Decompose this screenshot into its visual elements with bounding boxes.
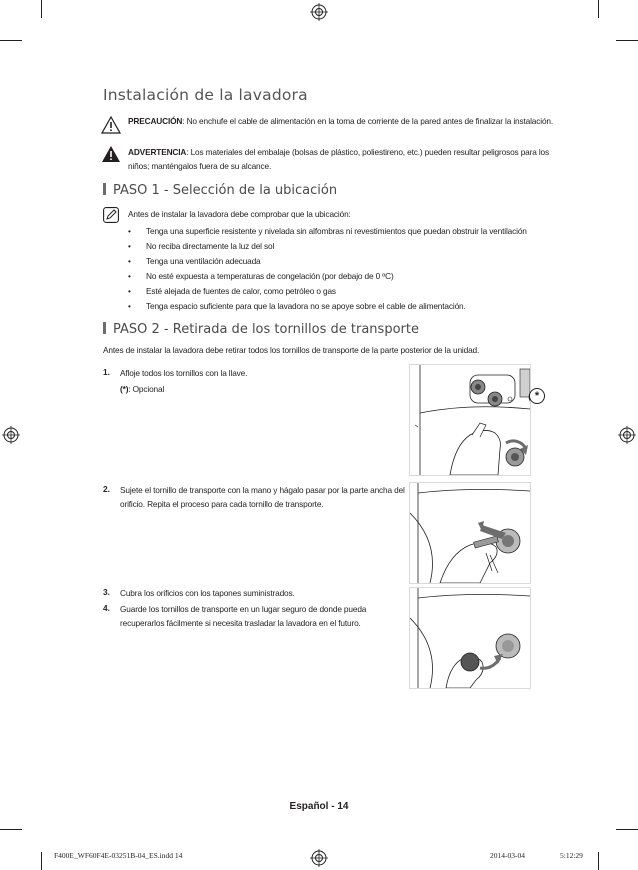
slug-date: 2014-03-04	[490, 851, 525, 860]
crop-mark	[0, 40, 22, 41]
instruction-number: 3.	[103, 587, 110, 597]
optional-text: : Opcional	[128, 384, 165, 394]
list-item: • Tenga espacio suficiente para que la lavadora no se apoye sobre el cable de alimentación.	[128, 299, 527, 314]
slug-time: 5:12:29	[560, 851, 583, 860]
list-item: • Esté alejada de fuentes de calor, como petróleo o gas	[128, 284, 527, 299]
illustration-insert-caps	[409, 587, 531, 689]
crop-mark	[0, 829, 22, 830]
registration-mark-icon	[618, 426, 636, 444]
warning-icon	[101, 145, 121, 163]
crop-mark	[598, 852, 599, 870]
crop-mark	[41, 852, 42, 870]
caution-text	[128, 114, 558, 128]
warning-label: ADVERTENCIA	[128, 147, 187, 157]
step2-heading-text: PASO 2 - Retirada de los tornillos de transporte	[113, 322, 419, 337]
file-slug: F400E_WF60F4E-03251B-04_ES.indd 14	[54, 851, 183, 860]
requirements-list	[128, 224, 527, 313]
page-number: Español - 14	[289, 801, 349, 812]
step1-heading-text: PASO 1 - Selección de la ubicación	[113, 183, 338, 198]
optional-note	[120, 382, 164, 397]
note-icon	[103, 207, 119, 223]
page-title: Instalación de la lavadora	[103, 86, 308, 104]
illustration-remove-bolt	[409, 482, 531, 584]
instruction-number: 4.	[103, 603, 110, 613]
caution-body: : No enchufe el cable de alimentación en la toma de corriente de la pared antes de finalizar la instalación.	[182, 116, 554, 126]
heading-bar	[103, 322, 106, 334]
registration-mark-icon	[310, 3, 328, 21]
heading-bar	[103, 183, 106, 195]
list-item: • No esté expuesta a temperaturas de congelación (por debajo de 0 ºC)	[128, 269, 527, 284]
step1-heading	[103, 183, 337, 198]
instruction-text: Afloje todos los tornillos con la llave.	[120, 368, 248, 378]
list-item: • No reciba directamente la luz del sol	[128, 239, 527, 254]
optional-badge: *	[529, 388, 545, 404]
crop-mark	[598, 0, 599, 18]
instruction-number: 2.	[103, 484, 110, 494]
instruction-text: Sujete el tornillo de transporte con la mano y hágalo pasar por la parte ancha del orificio. Repita el proceso para cada tornillo de transporte.	[120, 485, 405, 509]
list-item: • Tenga una superficie resistente y nivelada sin alfombras ni revestimientos que puedan obstruir la ventilación	[128, 224, 527, 239]
caution-label: PRECAUCIÓN	[128, 116, 183, 126]
warning-text	[128, 145, 558, 173]
instruction-number: 1.	[103, 367, 110, 377]
crop-mark	[616, 829, 638, 830]
crop-mark	[616, 40, 638, 41]
optional-label: (*)	[120, 384, 129, 394]
instruction-text: Cubra los orificios con los tapones suministrados.	[120, 588, 295, 598]
crop-mark	[41, 0, 42, 18]
caution-icon	[101, 116, 121, 134]
instruction-text: Guarde los tornillos de transporte en un lugar seguro de donde pueda recuperarlos fácilmente si necesita trasladar la lavadora en el futuro.	[120, 604, 367, 628]
step2-intro: Antes de instalar la lavadora debe retirar todos los tornillos de transporte de la parte posterior de la unidad.	[103, 345, 480, 355]
step1-intro: Antes de instalar la lavadora debe comprobar que la ubicación:	[128, 209, 351, 219]
registration-mark-icon	[2, 426, 20, 444]
illustration-loosen-bolts	[409, 364, 531, 476]
warning-body: : Los materiales del embalaje (bolsas de plástico, poliestireno, etc.) pueden resultar peligrosos para los niños; manténgalos fuera de su alcance.	[128, 147, 550, 171]
list-item: • Tenga una ventilación adecuada	[128, 254, 527, 269]
step2-heading	[103, 322, 419, 337]
registration-mark-icon	[310, 849, 328, 867]
